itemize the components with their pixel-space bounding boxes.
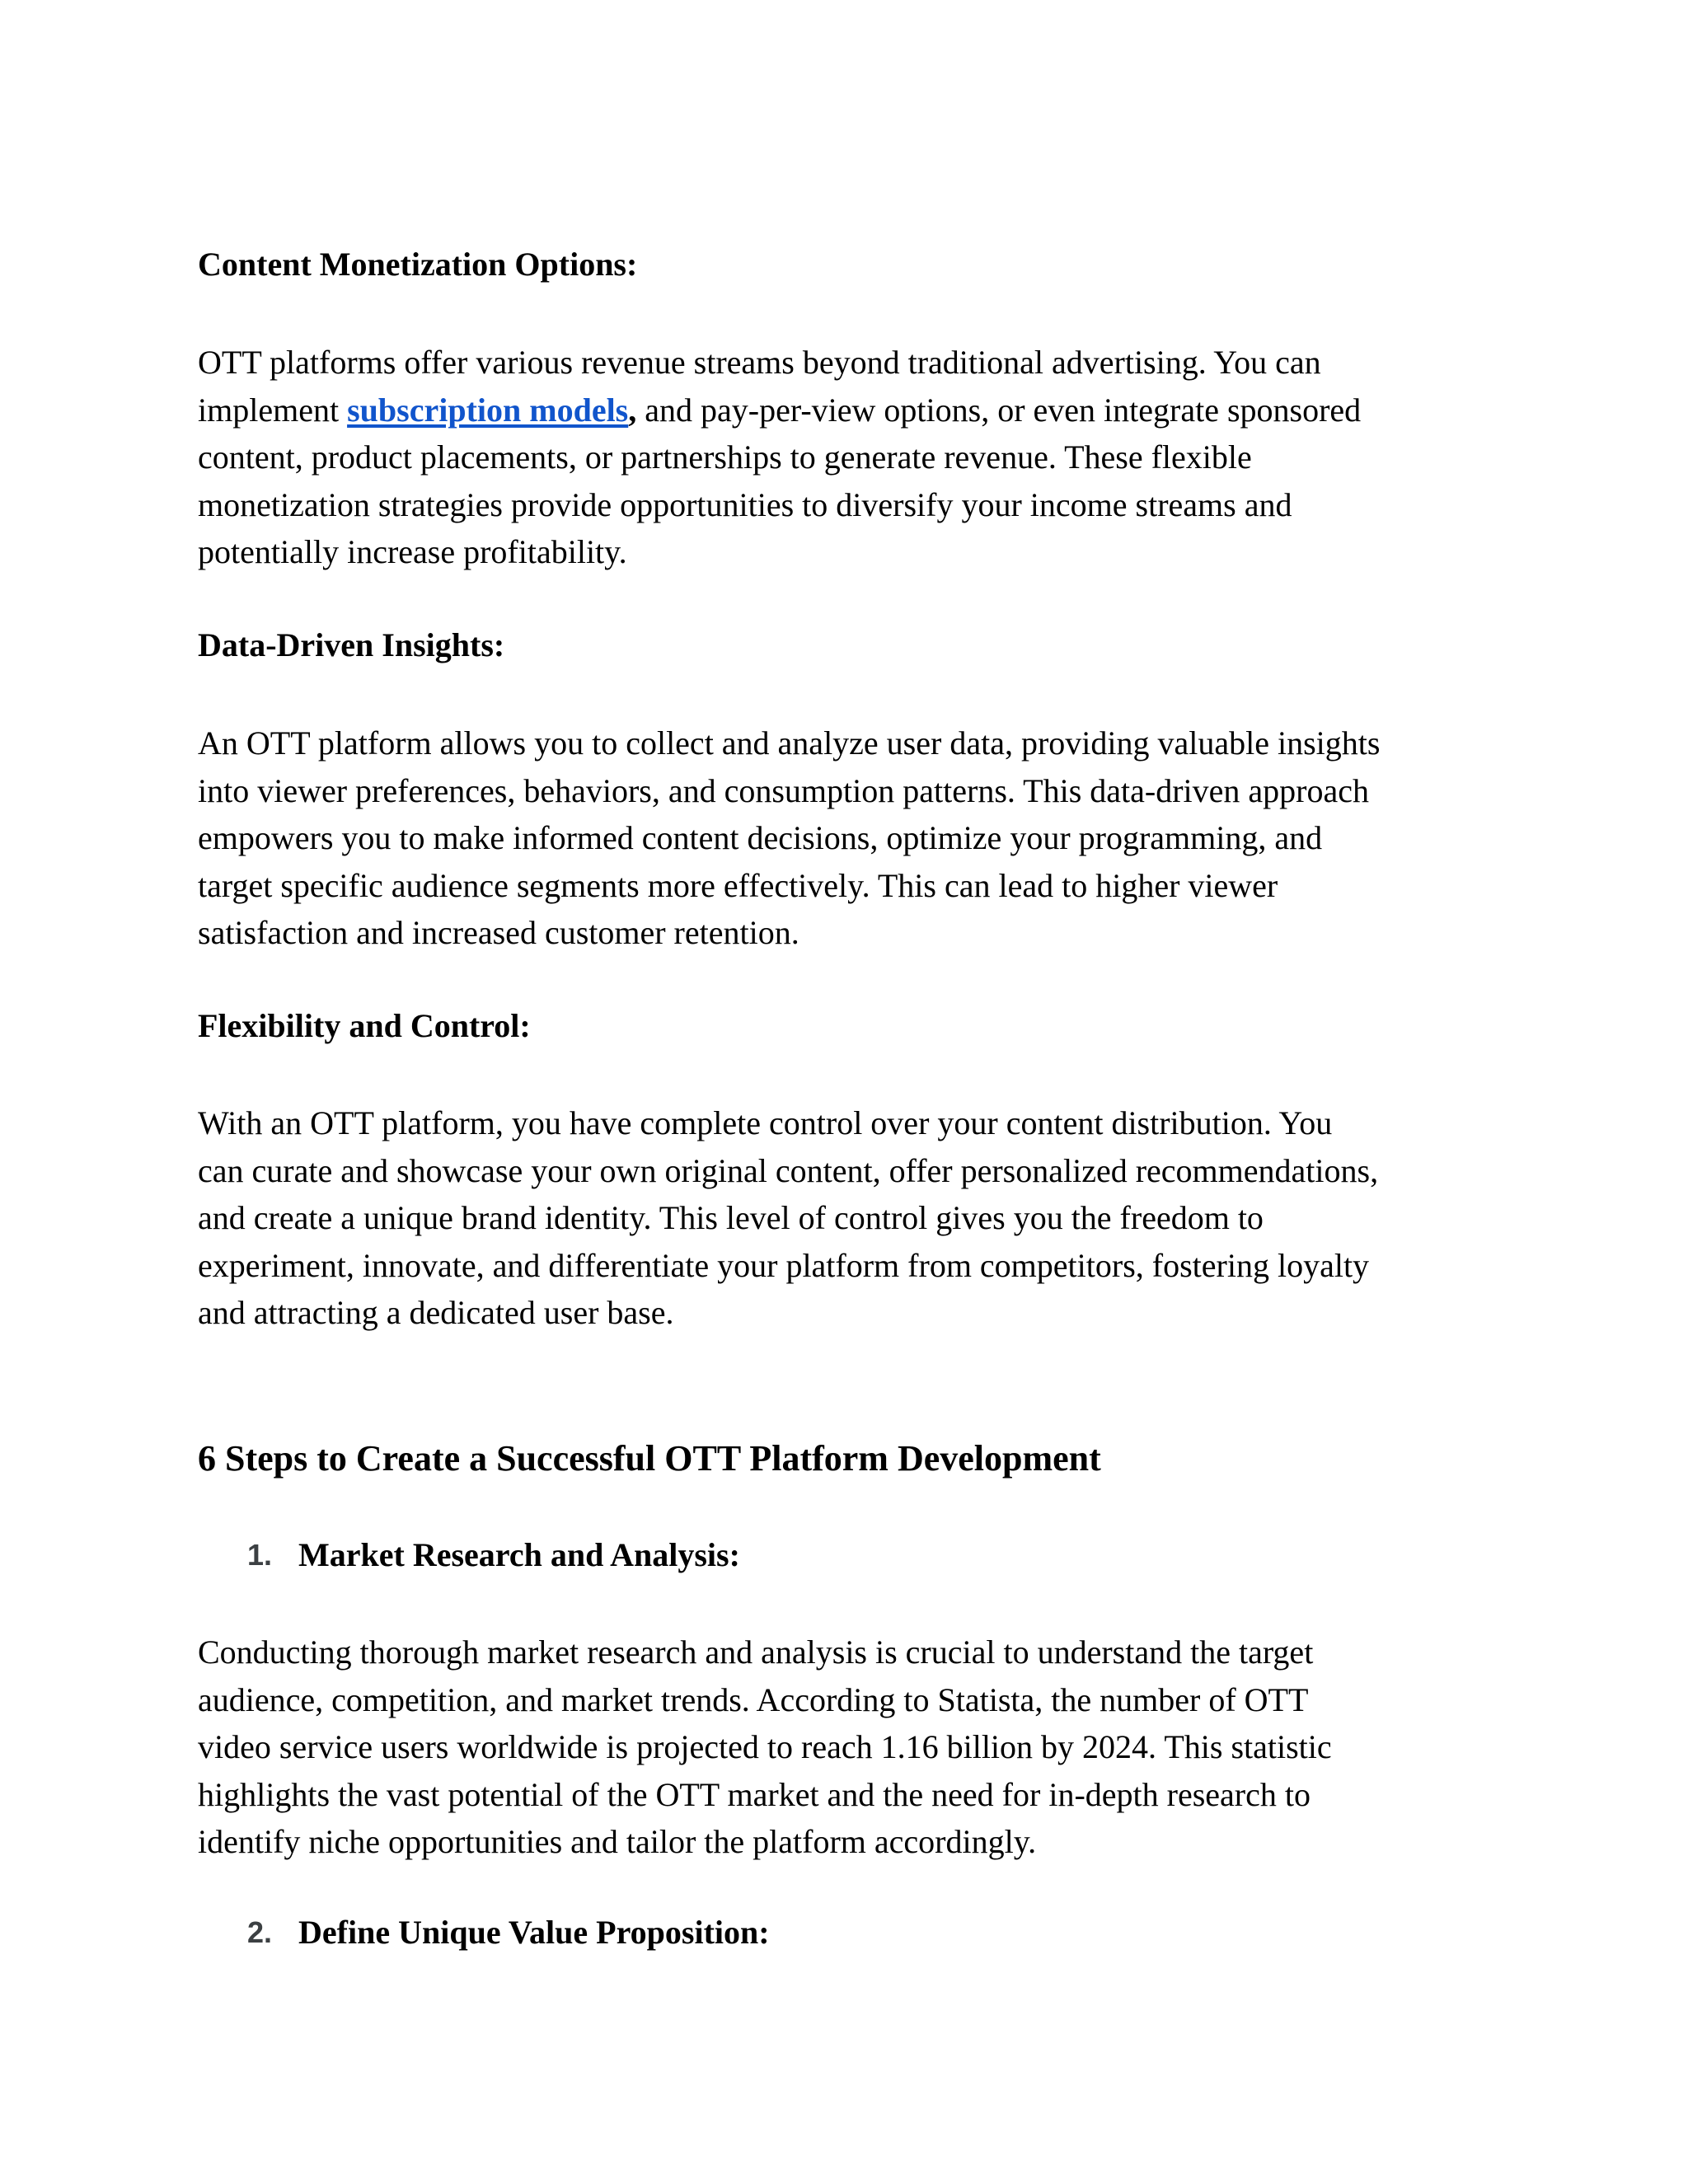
paragraph-line: content, product placements, or partnerships to generate revenue. These flexible bbox=[198, 438, 1252, 476]
paragraph-line: With an OTT platform, you have complete control over your content distribution. You bbox=[198, 1104, 1333, 1141]
list-item-title: Market Research and Analysis: bbox=[298, 1536, 740, 1573]
paragraph-text: , bbox=[628, 391, 637, 429]
paragraph-line: monetization strategies provide opportunities to diversify your income streams and bbox=[198, 485, 1292, 523]
paragraph-line: OTT platforms offer various revenue streams beyond traditional advertising. You can bbox=[198, 344, 1321, 381]
paragraph-line: target specific audience segments more effectively. This can lead to higher viewer bbox=[198, 866, 1278, 904]
paragraph-line: identify niche opportunities and tailor the platform accordingly. bbox=[198, 1823, 1037, 1860]
paragraph-flexibility-control bbox=[198, 1099, 1508, 1337]
paragraph-line: satisfaction and increased customer retention. bbox=[198, 914, 799, 951]
paragraph-data-driven-insights bbox=[198, 719, 1508, 957]
paragraph-line: audience, competition, and market trends. According to Statista, the number of OTT bbox=[198, 1680, 1309, 1718]
paragraph-content-monetization bbox=[198, 339, 1508, 576]
paragraph-line: video service users worldwide is projected to reach 1.16 billion by 2024. This statistic bbox=[198, 1728, 1332, 1765]
paragraph-line: Conducting thorough market research and analysis is crucial to understand the target bbox=[198, 1633, 1314, 1671]
list-item-title: Define Unique Value Proposition: bbox=[298, 1914, 770, 1951]
paragraph-line: and attracting a dedicated user base. bbox=[198, 1294, 674, 1331]
paragraph-line: potentially increase profitability. bbox=[198, 533, 627, 570]
paragraph-line: empowers you to make informed content decisions, optimize your programming, and bbox=[198, 819, 1323, 856]
section-heading-content-monetization: Content Monetization Options: bbox=[198, 246, 638, 283]
paragraph-line: highlights the vast potential of the OTT market and the need for in-depth research to bbox=[198, 1775, 1311, 1813]
subscription-models-link[interactable]: subscription models bbox=[347, 391, 629, 429]
paragraph-text: implement bbox=[198, 391, 348, 429]
section-heading-flexibility-control: Flexibility and Control: bbox=[198, 1007, 531, 1044]
paragraph-line: into viewer preferences, behaviors, and consumption patterns. This data-driven approach bbox=[198, 771, 1369, 809]
paragraph-line: experiment, innovate, and differentiate your platform from competitors, fostering loyalty bbox=[198, 1246, 1370, 1284]
list-number: 1. bbox=[247, 1538, 273, 1572]
paragraph-line: An OTT platform allows you to collect and analyze user data, providing valuable insights bbox=[198, 724, 1381, 762]
paragraph-line: can curate and showcase your own original content, offer personalized recommendations, bbox=[198, 1151, 1379, 1189]
paragraph-market-research bbox=[198, 1629, 1508, 1866]
steps-heading: 6 Steps to Create a Successful OTT Platform Development bbox=[198, 1438, 1101, 1479]
paragraph-line bbox=[198, 387, 1508, 434]
paragraph-line: and create a unique brand identity. This level of control gives you the freedom to bbox=[198, 1199, 1264, 1236]
paragraph-text: and pay-per-view options, or even integrate sponsored bbox=[636, 391, 1362, 429]
section-heading-data-driven-insights: Data-Driven Insights: bbox=[198, 626, 505, 663]
list-number: 2. bbox=[247, 1915, 273, 1949]
